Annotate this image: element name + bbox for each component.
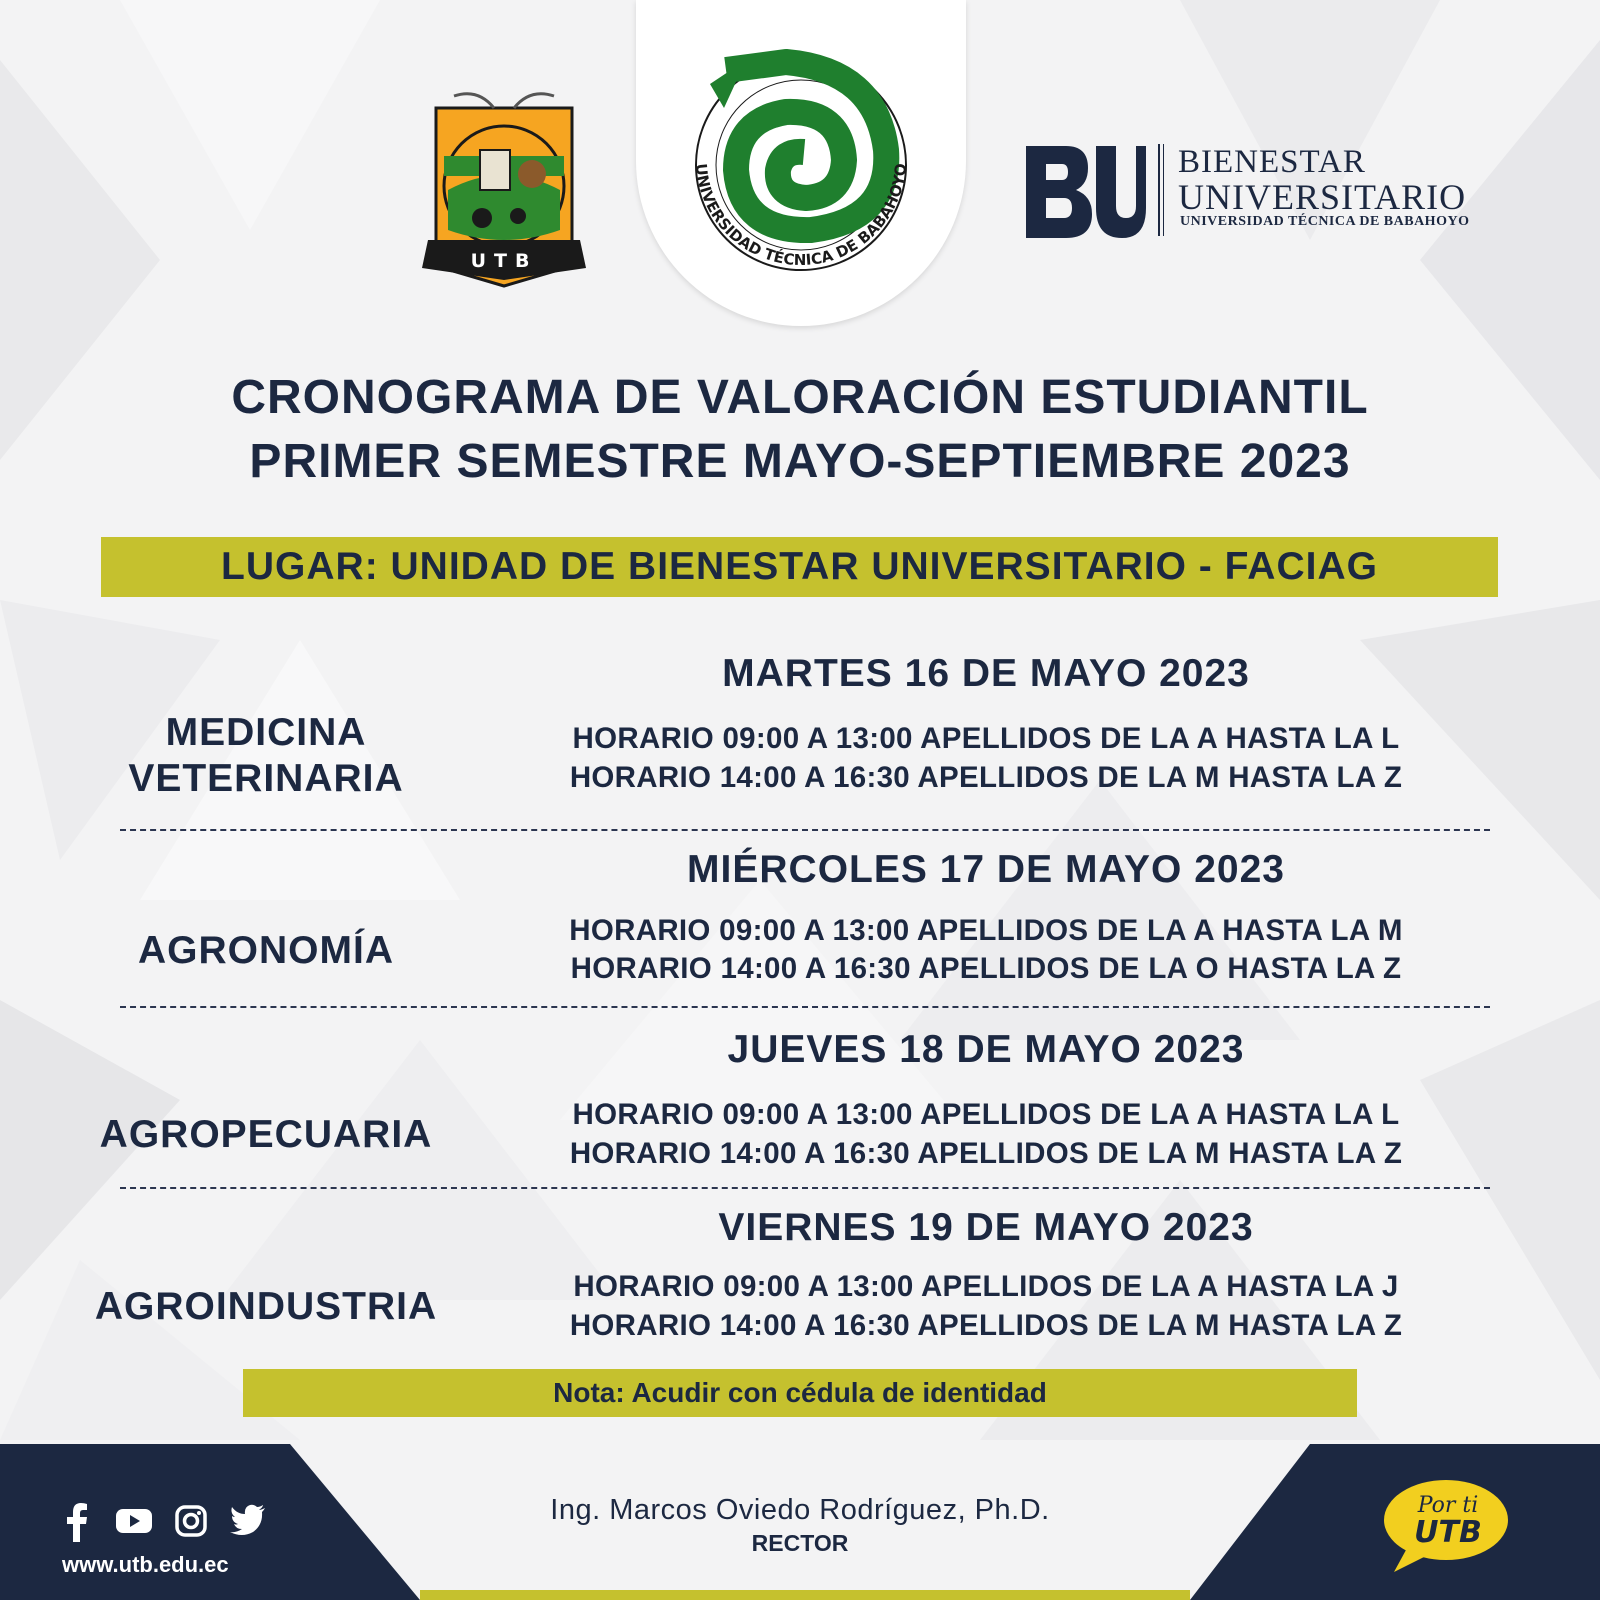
badge-line2: UTB	[1414, 1515, 1482, 1550]
svg-text:UNIVERSIDAD TÉCNICA DE BABAHOY: UNIVERSIDAD TÉCNICA DE BABAHOYO	[691, 162, 911, 270]
page-title-line2: PRIMER SEMESTRE MAYO-SEPTIEMBRE 2023	[249, 435, 1351, 488]
university-seal-badge	[636, 0, 966, 326]
speech-bubble-icon	[1376, 1474, 1516, 1574]
schedule-slot-4b: HORARIO 14:00 A 16:30 APELLIDOS DE LA M HASTA LA Z	[569, 1309, 1403, 1342]
schedule-slot-2a: HORARIO 09:00 A 13:00 APELLIDOS DE LA A HASTA LA M	[569, 914, 1403, 947]
note-banner: Nota: Acudir con cédula de identidad	[243, 1369, 1357, 1417]
badge-line1: Por ti	[1417, 1493, 1479, 1518]
schedule-date-2: MIÉRCOLES 17 DE MAYO 2023	[687, 848, 1285, 891]
schedule-slot-2b: HORARIO 14:00 A 16:30 APELLIDOS DE LA O HASTA LA Z	[570, 952, 1402, 985]
bu-line3: UNIVERSIDAD TÉCNICA DE BABAHOYO	[1180, 214, 1470, 229]
divider-2	[120, 1006, 1490, 1008]
divider-1	[120, 829, 1490, 831]
schedule-career-1-line1: MEDICINA	[165, 711, 367, 754]
schedule-career-3: AGROPECUARIA	[99, 1113, 433, 1156]
bu-divider-thin	[1163, 144, 1164, 236]
bu-line1: BIENESTAR	[1178, 144, 1366, 180]
divider-3	[120, 1187, 1490, 1189]
faciag-crest-icon	[408, 90, 600, 290]
bu-mark-icon	[1026, 144, 1146, 240]
schedule-date-4: VIERNES 19 DE MAYO 2023	[718, 1206, 1254, 1249]
schedule-career-1-line2: VETERINARIA	[128, 757, 404, 800]
website-link[interactable]: www.utb.edu.ec	[62, 1552, 229, 1577]
schedule-date-1: MARTES 16 DE MAYO 2023	[722, 652, 1250, 695]
schedule-career-1	[46, 710, 486, 802]
place-banner: LUGAR: UNIDAD DE BIENESTAR UNIVERSITARIO - FACIAG	[101, 537, 1498, 597]
schedule-career-4: AGROINDUSTRIA	[94, 1285, 438, 1328]
schedule-slot-1b: HORARIO 14:00 A 16:30 APELLIDOS DE LA M HASTA LA Z	[569, 761, 1403, 794]
rector-title: RECTOR	[751, 1530, 849, 1556]
schedule-slot-1a: HORARIO 09:00 A 13:00 APELLIDOS DE LA A HASTA LA L	[572, 722, 1400, 755]
schedule-slot-3b: HORARIO 14:00 A 16:30 APELLIDOS DE LA M HASTA LA Z	[569, 1137, 1403, 1170]
page-title-line1: CRONOGRAMA DE VALORACIÓN ESTUDIANTIL	[231, 371, 1369, 424]
svg-text:UTB: UTB	[470, 250, 538, 272]
schedule-slot-4a: HORARIO 09:00 A 13:00 APELLIDOS DE LA A HASTA LA J	[573, 1270, 1399, 1303]
bu-line2: UNIVERSITARIO	[1178, 177, 1467, 217]
rector-name: Ing. Marcos Oviedo Rodríguez, Ph.D.	[550, 1494, 1050, 1526]
bu-divider	[1158, 144, 1160, 236]
schedule-slot-3a: HORARIO 09:00 A 13:00 APELLIDOS DE LA A HASTA LA L	[572, 1098, 1400, 1131]
schedule-date-3: JUEVES 18 DE MAYO 2023	[727, 1028, 1245, 1071]
schedule-career-2: AGRONOMÍA	[138, 929, 394, 972]
bienestar-universitario-logo	[1026, 144, 1496, 240]
utb-spiral-seal-icon	[636, 0, 966, 326]
